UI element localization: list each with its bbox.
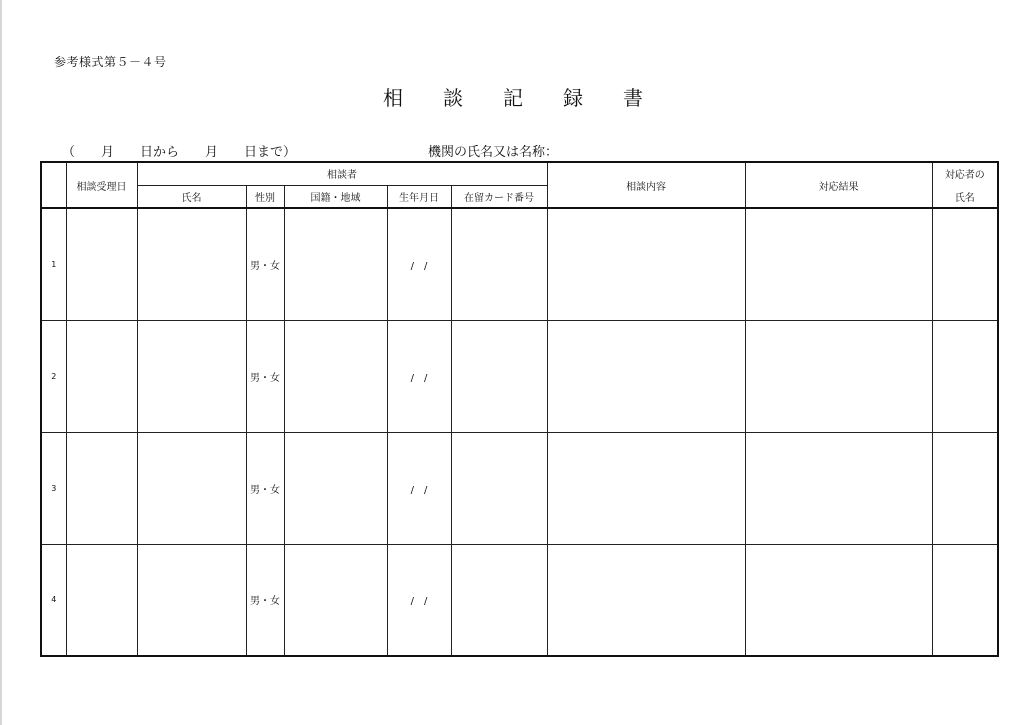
header-gender: 性別 (246, 185, 284, 208)
cell-reception-date (66, 432, 137, 544)
cell-responder (932, 432, 998, 544)
table-row (41, 544, 998, 656)
row-number: 3 (41, 432, 66, 544)
cell-nationality (284, 320, 387, 432)
title-char: 書 (623, 86, 643, 110)
cell-residence-card (451, 432, 547, 544)
row-number: 1 (41, 208, 66, 320)
cell-responder (932, 208, 998, 320)
title-char: 記 (503, 86, 523, 110)
cell-name (137, 432, 246, 544)
period-line: （ 月 日から 月 日まで） (62, 145, 297, 160)
cell-birthdate: / / (387, 432, 451, 544)
cell-reception-date (66, 320, 137, 432)
header-responder-line2: 氏名 (954, 193, 975, 204)
cell-result (745, 544, 932, 656)
title-char: 録 (563, 86, 583, 110)
cell-content (547, 432, 745, 544)
header-name: 氏名 (137, 185, 246, 208)
cell-result (745, 432, 932, 544)
header-responder-line1: 対応者の (944, 170, 985, 181)
cell-gender: 男・女 (246, 320, 284, 432)
cell-residence-card (451, 544, 547, 656)
title-char: 談 (443, 86, 463, 110)
cell-content (547, 544, 745, 656)
cell-birthdate: / / (387, 208, 451, 320)
document-title (383, 82, 683, 111)
cell-residence-card (451, 320, 547, 432)
cell-result (745, 320, 932, 432)
cell-residence-card (451, 208, 547, 320)
table-row (41, 320, 998, 432)
header-result: 対応結果 (745, 162, 932, 208)
table-row (41, 208, 998, 320)
header-content: 相談内容 (547, 162, 745, 208)
cell-birthdate: / / (387, 320, 451, 432)
cell-responder (932, 320, 998, 432)
header-row-number (41, 162, 66, 208)
org-name-label: 機関の氏名又は名称： (428, 145, 559, 160)
cell-result (745, 208, 932, 320)
cell-reception-date (66, 208, 137, 320)
header-reception-date: 相談受理日 (66, 162, 137, 208)
header-consultant-group: 相談者 (137, 162, 547, 185)
header-birthdate: 生年月日 (387, 185, 451, 208)
cell-content (547, 320, 745, 432)
title-char: 相 (383, 86, 403, 110)
cell-nationality (284, 544, 387, 656)
table-row (41, 432, 998, 544)
header-nationality: 国籍・地域 (284, 185, 387, 208)
cell-gender: 男・女 (246, 544, 284, 656)
header-responder (932, 162, 998, 208)
cell-gender: 男・女 (246, 208, 284, 320)
cell-nationality (284, 208, 387, 320)
cell-nationality (284, 432, 387, 544)
row-number: 2 (41, 320, 66, 432)
cell-birthdate: / / (387, 544, 451, 656)
cell-responder (932, 544, 998, 656)
cell-content (547, 208, 745, 320)
cell-name (137, 208, 246, 320)
page-edge (0, 0, 2, 725)
cell-name (137, 320, 246, 432)
consultation-record-table (40, 161, 999, 657)
cell-gender: 男・女 (246, 432, 284, 544)
form-number: 参考様式第５－４号 (54, 55, 167, 69)
header-residence-card: 在留カード番号 (451, 185, 547, 208)
cell-name (137, 544, 246, 656)
row-number: 4 (41, 544, 66, 656)
cell-reception-date (66, 544, 137, 656)
